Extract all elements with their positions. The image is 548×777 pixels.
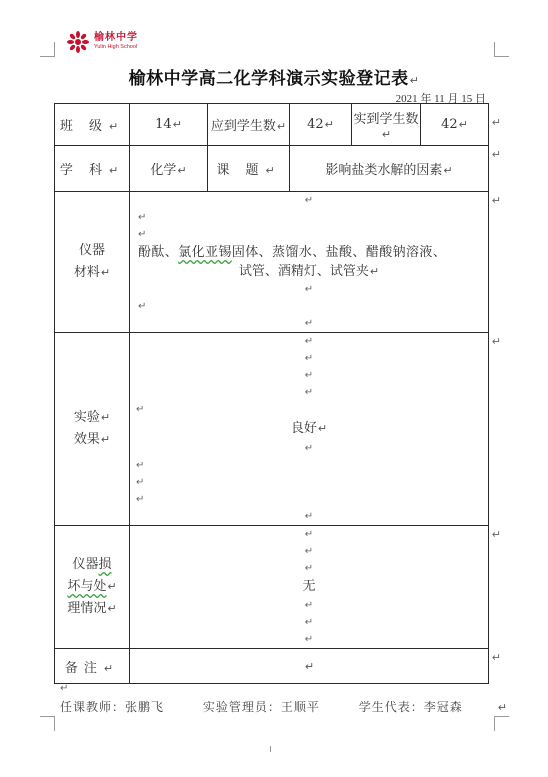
materials-value bbox=[130, 192, 501, 333]
subject-value-text: 化学 bbox=[150, 163, 177, 178]
remark-label bbox=[55, 649, 130, 684]
topic-label bbox=[208, 146, 290, 192]
effect-label-line-2-text: 效果 bbox=[73, 432, 100, 447]
paragraph-mark: ↵ bbox=[100, 433, 111, 446]
damage-label bbox=[55, 526, 130, 649]
paragraph-mark: ↵ bbox=[304, 318, 314, 329]
row-end-mark: ↵ bbox=[491, 116, 501, 129]
paragraph-mark: ↵ bbox=[276, 120, 287, 133]
paragraph-mark: ↵ bbox=[265, 164, 281, 177]
expected-students-label-text: 应到学生数 bbox=[210, 119, 276, 134]
damage-label-line-3 bbox=[55, 598, 129, 620]
row-end-mark: ↵ bbox=[491, 194, 501, 207]
crop-mark-top-right bbox=[494, 42, 509, 57]
row-end-mark: ↵ bbox=[491, 148, 501, 161]
materials-label-line-1: 仪器 bbox=[78, 243, 105, 258]
paragraph-mark: ↵ bbox=[317, 422, 328, 435]
paragraph-mark: ↵ bbox=[304, 387, 314, 398]
actual-students-label bbox=[352, 104, 421, 146]
expected-students-value-text: 42 bbox=[307, 117, 324, 132]
materials-line-1 bbox=[138, 243, 480, 262]
materials-line-1-part-b: 氯化亚锡 bbox=[178, 245, 232, 260]
damage-value bbox=[130, 526, 501, 649]
paragraph-mark: ↵ bbox=[324, 118, 334, 131]
subject-value bbox=[130, 146, 208, 192]
effect-value bbox=[130, 333, 501, 526]
paragraph-mark: ↵ bbox=[136, 477, 145, 488]
effect-value-text: 良好 bbox=[290, 421, 317, 436]
page-title bbox=[0, 64, 548, 89]
class-label bbox=[55, 104, 130, 146]
paragraph-mark: ↵ bbox=[369, 265, 380, 278]
school-emblem-icon bbox=[66, 30, 90, 54]
paragraph-mark: ↵ bbox=[136, 460, 145, 471]
paragraph-mark: ↵ bbox=[304, 195, 314, 206]
paragraph-mark: ↵ bbox=[304, 600, 314, 611]
paragraph-mark: ↵ bbox=[409, 74, 420, 87]
paragraph-mark: ↵ bbox=[304, 353, 314, 364]
paragraph-mark: ↵ bbox=[381, 127, 392, 141]
crop-mark-top-left bbox=[40, 42, 55, 57]
paragraph-mark: ↵ bbox=[304, 370, 314, 381]
topic-value bbox=[290, 146, 501, 192]
student-representative bbox=[359, 700, 542, 714]
actual-students-label-text: 实到学生数 bbox=[353, 111, 419, 127]
effect-label bbox=[55, 333, 130, 526]
manager-signature: 实验管理员：王顺平 bbox=[202, 700, 320, 714]
subject-label bbox=[55, 146, 130, 192]
class-label-text: 班 级 bbox=[59, 119, 108, 134]
row-end-mark: ↵ bbox=[491, 335, 501, 348]
expected-students-value bbox=[290, 104, 352, 146]
school-name-en: Yulin High School bbox=[94, 44, 138, 51]
damage-label-line-2-text: 坏与处 bbox=[67, 579, 107, 594]
paragraph-mark: ↵ bbox=[138, 301, 147, 312]
remark-value bbox=[130, 649, 501, 684]
remark-label-text: 备注 bbox=[64, 660, 103, 676]
row-end-mark: ↵ bbox=[491, 528, 501, 541]
paragraph-mark: ↵ bbox=[108, 164, 125, 177]
paragraph-mark: ↵ bbox=[108, 120, 125, 133]
class-value-text: 14 bbox=[155, 117, 172, 132]
experiment-register-table bbox=[54, 103, 501, 684]
paragraph-mark: ↵ bbox=[136, 494, 145, 505]
subject-label-text: 学 科 bbox=[59, 163, 108, 178]
damage-label-line-2 bbox=[55, 576, 129, 598]
materials-label-line-2-text: 材料 bbox=[73, 265, 100, 280]
paragraph-mark: ↵ bbox=[497, 701, 508, 714]
effect-label-line-1-text: 实验 bbox=[73, 410, 100, 425]
paragraph-mark: ↵ bbox=[138, 212, 147, 223]
paragraph-mark: ↵ bbox=[100, 266, 111, 279]
row-end-mark: ↵ bbox=[491, 651, 501, 664]
paragraph-mark: ↵ bbox=[177, 164, 187, 177]
damage-label-line-1 bbox=[55, 554, 129, 576]
materials-label-line-2 bbox=[55, 262, 129, 284]
paragraph-mark: ↵ bbox=[458, 118, 468, 131]
signature-footer bbox=[60, 698, 542, 715]
paragraph-mark: ↵ bbox=[107, 602, 117, 615]
effect-value-line bbox=[136, 418, 482, 440]
student-representative-text: 学生代表：李冠森 bbox=[358, 700, 463, 714]
paragraph-mark: ↵ bbox=[304, 529, 314, 540]
paragraph-mark: ↵ bbox=[304, 563, 314, 574]
crop-mark-bottom-right bbox=[494, 716, 509, 731]
teacher-signature: 任课教师：张鹏飞 bbox=[60, 700, 165, 714]
paragraph-mark: ↵ bbox=[443, 164, 453, 177]
damage-label-line-1-part-b: 损 bbox=[98, 557, 112, 572]
school-logo bbox=[66, 30, 138, 54]
paragraph-mark: ↵ bbox=[103, 661, 120, 675]
page-center-tick bbox=[270, 746, 271, 752]
paragraph-mark: ↵ bbox=[304, 634, 314, 645]
page-title-text: 榆林中学高二化学科演示实验登记表 bbox=[128, 69, 409, 89]
materials-label bbox=[55, 192, 130, 333]
paragraph-mark: ↵ bbox=[136, 404, 145, 415]
expected-students-label bbox=[208, 104, 290, 146]
topic-label-text: 课 题 bbox=[216, 163, 265, 178]
topic-value-text: 影响盐类水解的因素 bbox=[325, 163, 443, 178]
materials-line-1-part-c: 固体、蒸馏水、盐酸、醋酸钠溶液、 bbox=[231, 245, 447, 260]
materials-line-2-text: 试管、酒精灯、试管夹 bbox=[238, 264, 369, 279]
paragraph-mark: ↵ bbox=[304, 511, 314, 522]
record-date-text: 2021 年 11 月 15 日 bbox=[395, 93, 486, 105]
materials-line-2 bbox=[138, 262, 480, 281]
actual-students-value bbox=[421, 104, 501, 146]
paragraph-mark: ↵ bbox=[304, 443, 314, 454]
paragraph-mark: ↵ bbox=[107, 580, 117, 593]
paragraph-mark: ↵ bbox=[304, 336, 314, 347]
damage-value-line bbox=[130, 577, 488, 597]
actual-students-value-text: 42 bbox=[441, 117, 458, 132]
damage-value-text: 无 bbox=[302, 579, 316, 594]
crop-mark-bottom-left bbox=[40, 716, 55, 731]
damage-label-line-3-text: 理情况 bbox=[67, 601, 107, 616]
school-name-cn: 榆林中学 bbox=[94, 32, 138, 44]
paragraph-mark: ↵ bbox=[172, 118, 182, 131]
footer-paragraph-mark: ↵ bbox=[60, 683, 69, 694]
paragraph-mark: ↵ bbox=[100, 411, 111, 424]
paragraph-mark: ↵ bbox=[304, 659, 315, 673]
paragraph-mark: ↵ bbox=[304, 284, 314, 295]
paragraph-mark: ↵ bbox=[138, 229, 147, 240]
damage-label-line-1-part-a: 仪器 bbox=[72, 557, 99, 572]
paragraph-mark: ↵ bbox=[304, 617, 314, 628]
effect-label-line-1 bbox=[55, 407, 129, 429]
paragraph-mark: ↵ bbox=[304, 546, 314, 557]
class-value bbox=[130, 104, 208, 146]
materials-line-1-part-a: 酚酞、 bbox=[138, 245, 179, 260]
effect-label-line-2 bbox=[55, 429, 129, 451]
